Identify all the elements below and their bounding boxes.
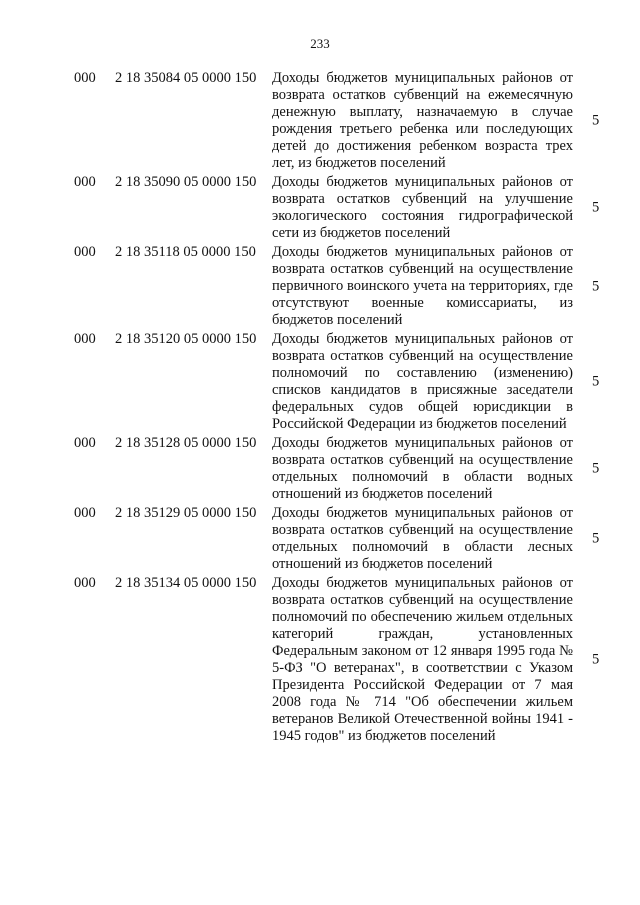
revenue-description: Доходы бюджетов муниципальных районов от возврата остатков субвенций на улучшение экологического состояния гидрографической сети из бюджетов поселений [272,174,573,241]
table-row [0,505,640,573]
allocation-value: 5 [592,530,600,547]
allocation-value: 5 [592,373,600,390]
table-row [0,435,640,503]
admin-code: 000 [74,331,96,347]
allocation-value: 5 [592,460,600,477]
revenue-description: Доходы бюджетов муниципальных районов от возврата остатков субвенций на осуществление первичного воинского учета на территориях, где отсутствуют военные комиссариаты, из бюджетов поселений [272,244,573,328]
table-row [0,174,640,242]
budget-classification-code: 2 18 35118 05 0000 150 [115,244,256,260]
budget-classification-code: 2 18 35084 05 0000 150 [115,70,257,86]
budget-classification-code: 2 18 35120 05 0000 150 [115,331,257,347]
allocation-value: 5 [592,199,600,216]
page-number: 233 [310,36,330,51]
budget-classification-code: 2 18 35134 05 0000 150 [115,575,257,591]
table-row [0,575,640,745]
admin-code: 000 [74,435,96,451]
admin-code: 000 [74,70,96,86]
allocation-value: 5 [592,278,600,294]
budget-classification-code: 2 18 35129 05 0000 150 [115,505,257,521]
revenue-description: Доходы бюджетов муниципальных районов от возврата остатков субвенций на осуществление отдельных полномочий в области лесных отношений из бюджетов поселений [272,505,573,572]
budget-classification-code: 2 18 35090 05 0000 150 [115,174,257,190]
revenue-table [0,70,640,745]
revenue-description: Доходы бюджетов муниципальных районов от возврата остатков субвенций на осуществление отдельных полномочий в области водных отношений из бюджетов поселений [272,435,573,502]
budget-classification-code: 2 18 35128 05 0000 150 [115,435,257,451]
revenue-description: Доходы бюджетов муниципальных районов от возврата остатков субвенций на осуществление полномочий по обеспечению жильем отдельных категорий граждан, установленных Федеральным законом от 12 января 1995 года № 5-ФЗ "О ветеранах", в соответствии с Указом Президента Российской Федерации от 7 мая 2008 года № 714 "Об обеспечении жильем ветеранов Великой Отечественной войны 1941 - 1945 годов" из бюджетов поселений [272,575,573,744]
allocation-value: 5 [592,112,600,129]
revenue-description: Доходы бюджетов муниципальных районов от возврата остатков субвенций на ежемесячную денежную выплату, назначаемую в случае рождения третьего ребенка или последующих детей до достижения ребенком возраста трех лет, из бюджетов поселений [272,70,573,171]
admin-code: 000 [74,244,96,260]
revenue-description: Доходы бюджетов муниципальных районов от возврата остатков субвенций на осуществление полномочий по составлению (изменению) списков кандидатов в присяжные заседатели федеральных судов общей юрисдикции в Российской Федерации из бюджетов поселений [272,331,573,432]
admin-code: 000 [74,575,96,591]
table-row [0,244,640,329]
admin-code: 000 [74,174,96,190]
allocation-value: 5 [592,651,600,668]
admin-code: 000 [74,505,96,521]
table-row [0,70,640,172]
table-row [0,331,640,433]
